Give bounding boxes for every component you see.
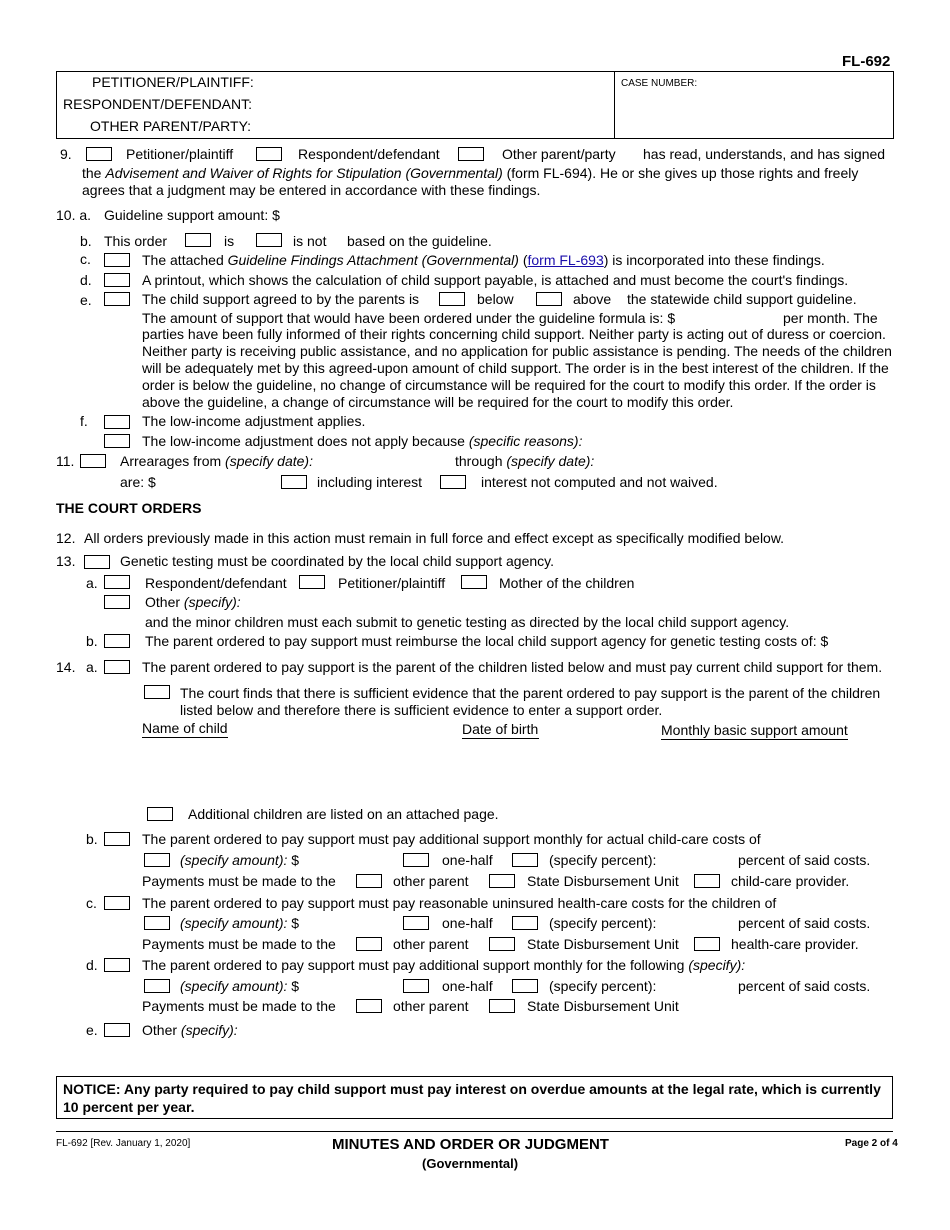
item14c-sdu-label: State Disbursement Unit	[527, 936, 679, 952]
item14a-finds-line2: listed below and therefore there is sufficient evidence to enter a support order.	[180, 702, 663, 718]
item14b-amount-checkbox[interactable]	[144, 853, 170, 867]
item14b-percent-checkbox[interactable]	[512, 853, 538, 867]
item14c-text: The parent ordered to pay support must pay reasonable uninsured health-care costs for the children of	[142, 895, 777, 911]
item14a-checkbox[interactable]	[104, 660, 130, 674]
item11-number: 11.	[56, 453, 75, 469]
item10e-text: The child support agreed to by the parents is	[142, 291, 420, 307]
item14c-percent-checkbox[interactable]	[512, 916, 538, 930]
item13b-text: The parent ordered to pay support must reimburse the local child support agency for genetic testing costs of: $	[145, 633, 829, 649]
item14-number: 14.	[56, 659, 76, 675]
item14b-provider-checkbox[interactable]	[694, 874, 720, 888]
item14a-finds-line1: The court finds that there is sufficient evidence that the parent ordered to pay support is the parent of the children	[180, 685, 881, 701]
item13a-petitioner-label: Petitioner/plaintiff	[338, 575, 446, 591]
caption-divider	[614, 71, 615, 138]
item9-text1: has read, understands, and has signed	[643, 146, 886, 162]
child-amount-underline	[661, 739, 848, 740]
item14d-percent-costs: percent of said costs.	[738, 978, 871, 994]
item14b-onehalf-label: one-half	[442, 852, 493, 868]
item13a-label: a.	[86, 575, 98, 591]
item12-number: 12.	[56, 530, 76, 546]
item14a-finds-checkbox[interactable]	[144, 685, 170, 699]
child-dob-underline	[462, 738, 539, 739]
item14c-otherparent-label: other parent	[393, 936, 469, 952]
item9-other-checkbox[interactable]	[458, 147, 484, 161]
item13a-respondent-checkbox[interactable]	[104, 575, 130, 589]
item14e-label: e.	[86, 1022, 98, 1038]
item10c-text: The attached Guideline Findings Attachment (Governmental) (form FL-693) is incorporated into these findings.	[142, 252, 825, 268]
item14c-percent-costs: percent of said costs.	[738, 915, 871, 931]
item10b-text: This order	[104, 233, 168, 249]
item14d-amount-checkbox[interactable]	[144, 979, 170, 993]
item14b-onehalf-checkbox[interactable]	[403, 853, 429, 867]
item14d-percent-checkbox[interactable]	[512, 979, 538, 993]
item10f-label: f.	[80, 413, 88, 429]
item10b-isnot-label: is not	[293, 233, 327, 249]
item14c-percent-label: (specify percent):	[549, 915, 657, 931]
item10e-below-label: below	[477, 291, 514, 307]
item13a-mother-label: Mother of the children	[499, 575, 635, 591]
item13a-minor-text: and the minor children must each submit to genetic testing as directed by the local child support agency.	[145, 614, 790, 630]
item14b-payments: Payments must be made to the	[142, 873, 336, 889]
item14c-sdu-checkbox[interactable]	[489, 937, 515, 951]
item10b-label: b.	[80, 233, 92, 249]
item10d-checkbox[interactable]	[104, 273, 130, 287]
item13a-other-checkbox[interactable]	[104, 595, 130, 609]
item13b-label: b.	[86, 633, 98, 649]
item14d-otherparent-checkbox[interactable]	[356, 999, 382, 1013]
item10e-below-checkbox[interactable]	[439, 292, 465, 306]
item14d-percent-label: (specify percent):	[549, 978, 657, 994]
item10e-above-checkbox[interactable]	[536, 292, 562, 306]
item11-through-specify-date: (specify date):	[506, 453, 595, 469]
item14d-onehalf-checkbox[interactable]	[403, 979, 429, 993]
footer-rule	[56, 1131, 893, 1132]
item10e-above-label: above	[573, 291, 612, 307]
item11-arrears: Arrearages from (specify date):	[120, 453, 313, 469]
additional-children-text: Additional children are listed on an attached page.	[188, 806, 499, 822]
item14b-sdu-checkbox[interactable]	[489, 874, 515, 888]
item14b-percent-label: (specify percent):	[549, 852, 657, 868]
item10c-label: c.	[80, 251, 91, 267]
item11-checkbox[interactable]	[80, 454, 106, 468]
item11-including-label: including interest	[317, 474, 423, 490]
item10f-notapply: The low-income adjustment does not apply because (specific reasons):	[142, 433, 583, 449]
item13b-checkbox[interactable]	[104, 634, 130, 648]
item14c-label: c.	[86, 895, 97, 911]
item13a-respondent-label: Respondent/defendant	[145, 575, 287, 591]
item10b-based-text: based on the guideline.	[347, 233, 492, 249]
item14d-payments: Payments must be made to the	[142, 998, 336, 1014]
item10b-is-label: is	[224, 233, 235, 249]
item11-through: through (specify date):	[455, 453, 595, 469]
item14b-otherparent-checkbox[interactable]	[356, 874, 382, 888]
form-fl693-link[interactable]: form FL-693	[527, 252, 604, 268]
item13a-mother-checkbox[interactable]	[461, 575, 487, 589]
item14b-provider-label: child-care provider.	[731, 873, 850, 889]
item13a-petitioner-checkbox[interactable]	[299, 575, 325, 589]
item10d-text: A printout, which shows the calculation of child support payable, is attached and must become the court's findings.	[142, 272, 849, 288]
item10e-permonth: per month. The	[783, 310, 878, 326]
item13-text: Genetic testing must be coordinated by the local child support agency.	[120, 553, 554, 569]
item11-notcomputed-label: interest not computed and not waived.	[481, 474, 718, 490]
item9-petitioner-checkbox[interactable]	[86, 147, 112, 161]
item9-respondent-checkbox[interactable]	[256, 147, 282, 161]
item10e-tail: the statewide child support guideline.	[627, 291, 857, 307]
item14c-payments: Payments must be made to the	[142, 936, 336, 952]
item14d-onehalf-label: one-half	[442, 978, 493, 994]
item14d-amount-label: (specify amount): $	[180, 978, 300, 994]
footer-subtitle: (Governmental)	[422, 1156, 519, 1171]
item13a-other-label: Other (specify):	[145, 594, 241, 610]
item14b-label: b.	[86, 831, 98, 847]
item10f-applies: The low-income adjustment applies.	[142, 413, 366, 429]
court-orders-heading: THE COURT ORDERS	[56, 500, 202, 516]
notice-text: NOTICE: Any party required to pay child support must pay interest on overdue amounts at the legal rate, which is currently 10 percent per year.	[63, 1081, 881, 1115]
item14c-onehalf-checkbox[interactable]	[403, 916, 429, 930]
item14d-text: The parent ordered to pay support must pay additional support monthly for the following (specify):	[142, 957, 746, 973]
item10d-label: d.	[80, 272, 92, 288]
item14d-sdu-checkbox[interactable]	[489, 999, 515, 1013]
item14e-other-label: Other (specify):	[142, 1022, 238, 1038]
item14d-otherparent-label: other parent	[393, 998, 469, 1014]
item10c-checkbox[interactable]	[104, 253, 130, 267]
item11-notcomputed-checkbox[interactable]	[440, 475, 466, 489]
respondent-label: RESPONDENT/DEFENDANT:	[63, 96, 253, 112]
item10f-applies-checkbox[interactable]	[104, 415, 130, 429]
item9-text3: agrees that a judgment may be entered in accordance with these findings.	[82, 182, 541, 198]
item10b-isnot-checkbox[interactable]	[256, 233, 282, 247]
child-dob-header: Date of birth	[462, 721, 539, 737]
item9-respondent-label: Respondent/defendant	[298, 146, 440, 162]
item14c-provider-label: health-care provider.	[731, 936, 859, 952]
item9-other-label: Other parent/party	[502, 146, 616, 162]
item14d-label: d.	[86, 957, 98, 973]
item14d-checkbox[interactable]	[104, 958, 130, 972]
child-name-header: Name of child	[142, 720, 228, 736]
item10f-notapply-checkbox[interactable]	[104, 434, 130, 448]
footer-form-rev: FL-692 [Rev. January 1, 2020]	[56, 1138, 191, 1149]
notice-box	[56, 1076, 893, 1119]
item11-including-checkbox[interactable]	[281, 475, 307, 489]
other-party-label: OTHER PARENT/PARTY:	[90, 118, 252, 134]
item10e-amount: The amount of support that would have been ordered under the guideline formula is: $	[142, 310, 676, 326]
item12-text: All orders previously made in this action must remain in full force and effect except as specifically modified below.	[84, 530, 785, 546]
item10a-text: Guideline support amount: $	[104, 207, 280, 223]
item14c-amount-checkbox[interactable]	[144, 916, 170, 930]
petitioner-label: PETITIONER/PLAINTIFF:	[92, 74, 254, 90]
item14a-text: The parent ordered to pay support is the parent of the children listed below and must pay current child support for them.	[142, 659, 883, 675]
item9-petitioner-label: Petitioner/plaintiff	[126, 146, 234, 162]
item14d-sdu-label: State Disbursement Unit	[527, 998, 679, 1014]
item13-checkbox[interactable]	[84, 555, 110, 569]
form-id: FL-692	[842, 53, 891, 70]
item14c-onehalf-label: one-half	[442, 915, 493, 931]
additional-children-checkbox[interactable]	[147, 807, 173, 821]
item14b-amount-label: (specify amount): $	[180, 852, 300, 868]
item9-number: 9.	[60, 146, 72, 162]
item14c-amount-label: (specify amount): $	[180, 915, 300, 931]
item10-number: 10. a.	[56, 207, 92, 223]
item14b-otherparent-label: other parent	[393, 873, 469, 889]
item14a-label: a.	[86, 659, 98, 675]
item10b-is-checkbox[interactable]	[185, 233, 211, 247]
item14c-otherparent-checkbox[interactable]	[356, 937, 382, 951]
child-name-underline	[142, 737, 228, 738]
item14b-checkbox[interactable]	[104, 832, 130, 846]
item14c-checkbox[interactable]	[104, 896, 130, 910]
item10e-checkbox[interactable]	[104, 292, 130, 306]
item9-text2: the Advisement and Waiver of Rights for Stipulation (Governmental) (form FL-694). He or she gives up those rights and freely	[82, 165, 859, 181]
item14b-sdu-label: State Disbursement Unit	[527, 873, 679, 889]
item14e-checkbox[interactable]	[104, 1023, 130, 1037]
item13-number: 13.	[56, 553, 76, 569]
footer-page: Page 2 of 4	[845, 1138, 898, 1149]
child-amount-header: Monthly basic support amount	[661, 722, 848, 738]
item11-are: are: $	[120, 474, 156, 490]
item10e-label: e.	[80, 292, 92, 308]
case-number-label: CASE NUMBER:	[621, 78, 698, 89]
item14b-percent-costs: percent of said costs.	[738, 852, 871, 868]
item14c-provider-checkbox[interactable]	[694, 937, 720, 951]
item14b-text: The parent ordered to pay support must pay additional support monthly for actual child-care costs of	[142, 831, 761, 847]
footer-title: MINUTES AND ORDER OR JUDGMENT	[332, 1136, 609, 1153]
item10e-paragraph: parties have been fully informed of their rights concerning child support. Neither party is acting out of duress or coercion. Neither party is receiving public assistance, and no application for public assistance is pending. The needs of the children will be adequately met by this agreed-upon amount of child support. The order is in the best interest of the children. If the order is below the guideline, no change of circumstance will be required for the court to modify this order. If the order is above the guideline, a change of circumstance will be required for the court to modify this order.	[142, 326, 892, 410]
